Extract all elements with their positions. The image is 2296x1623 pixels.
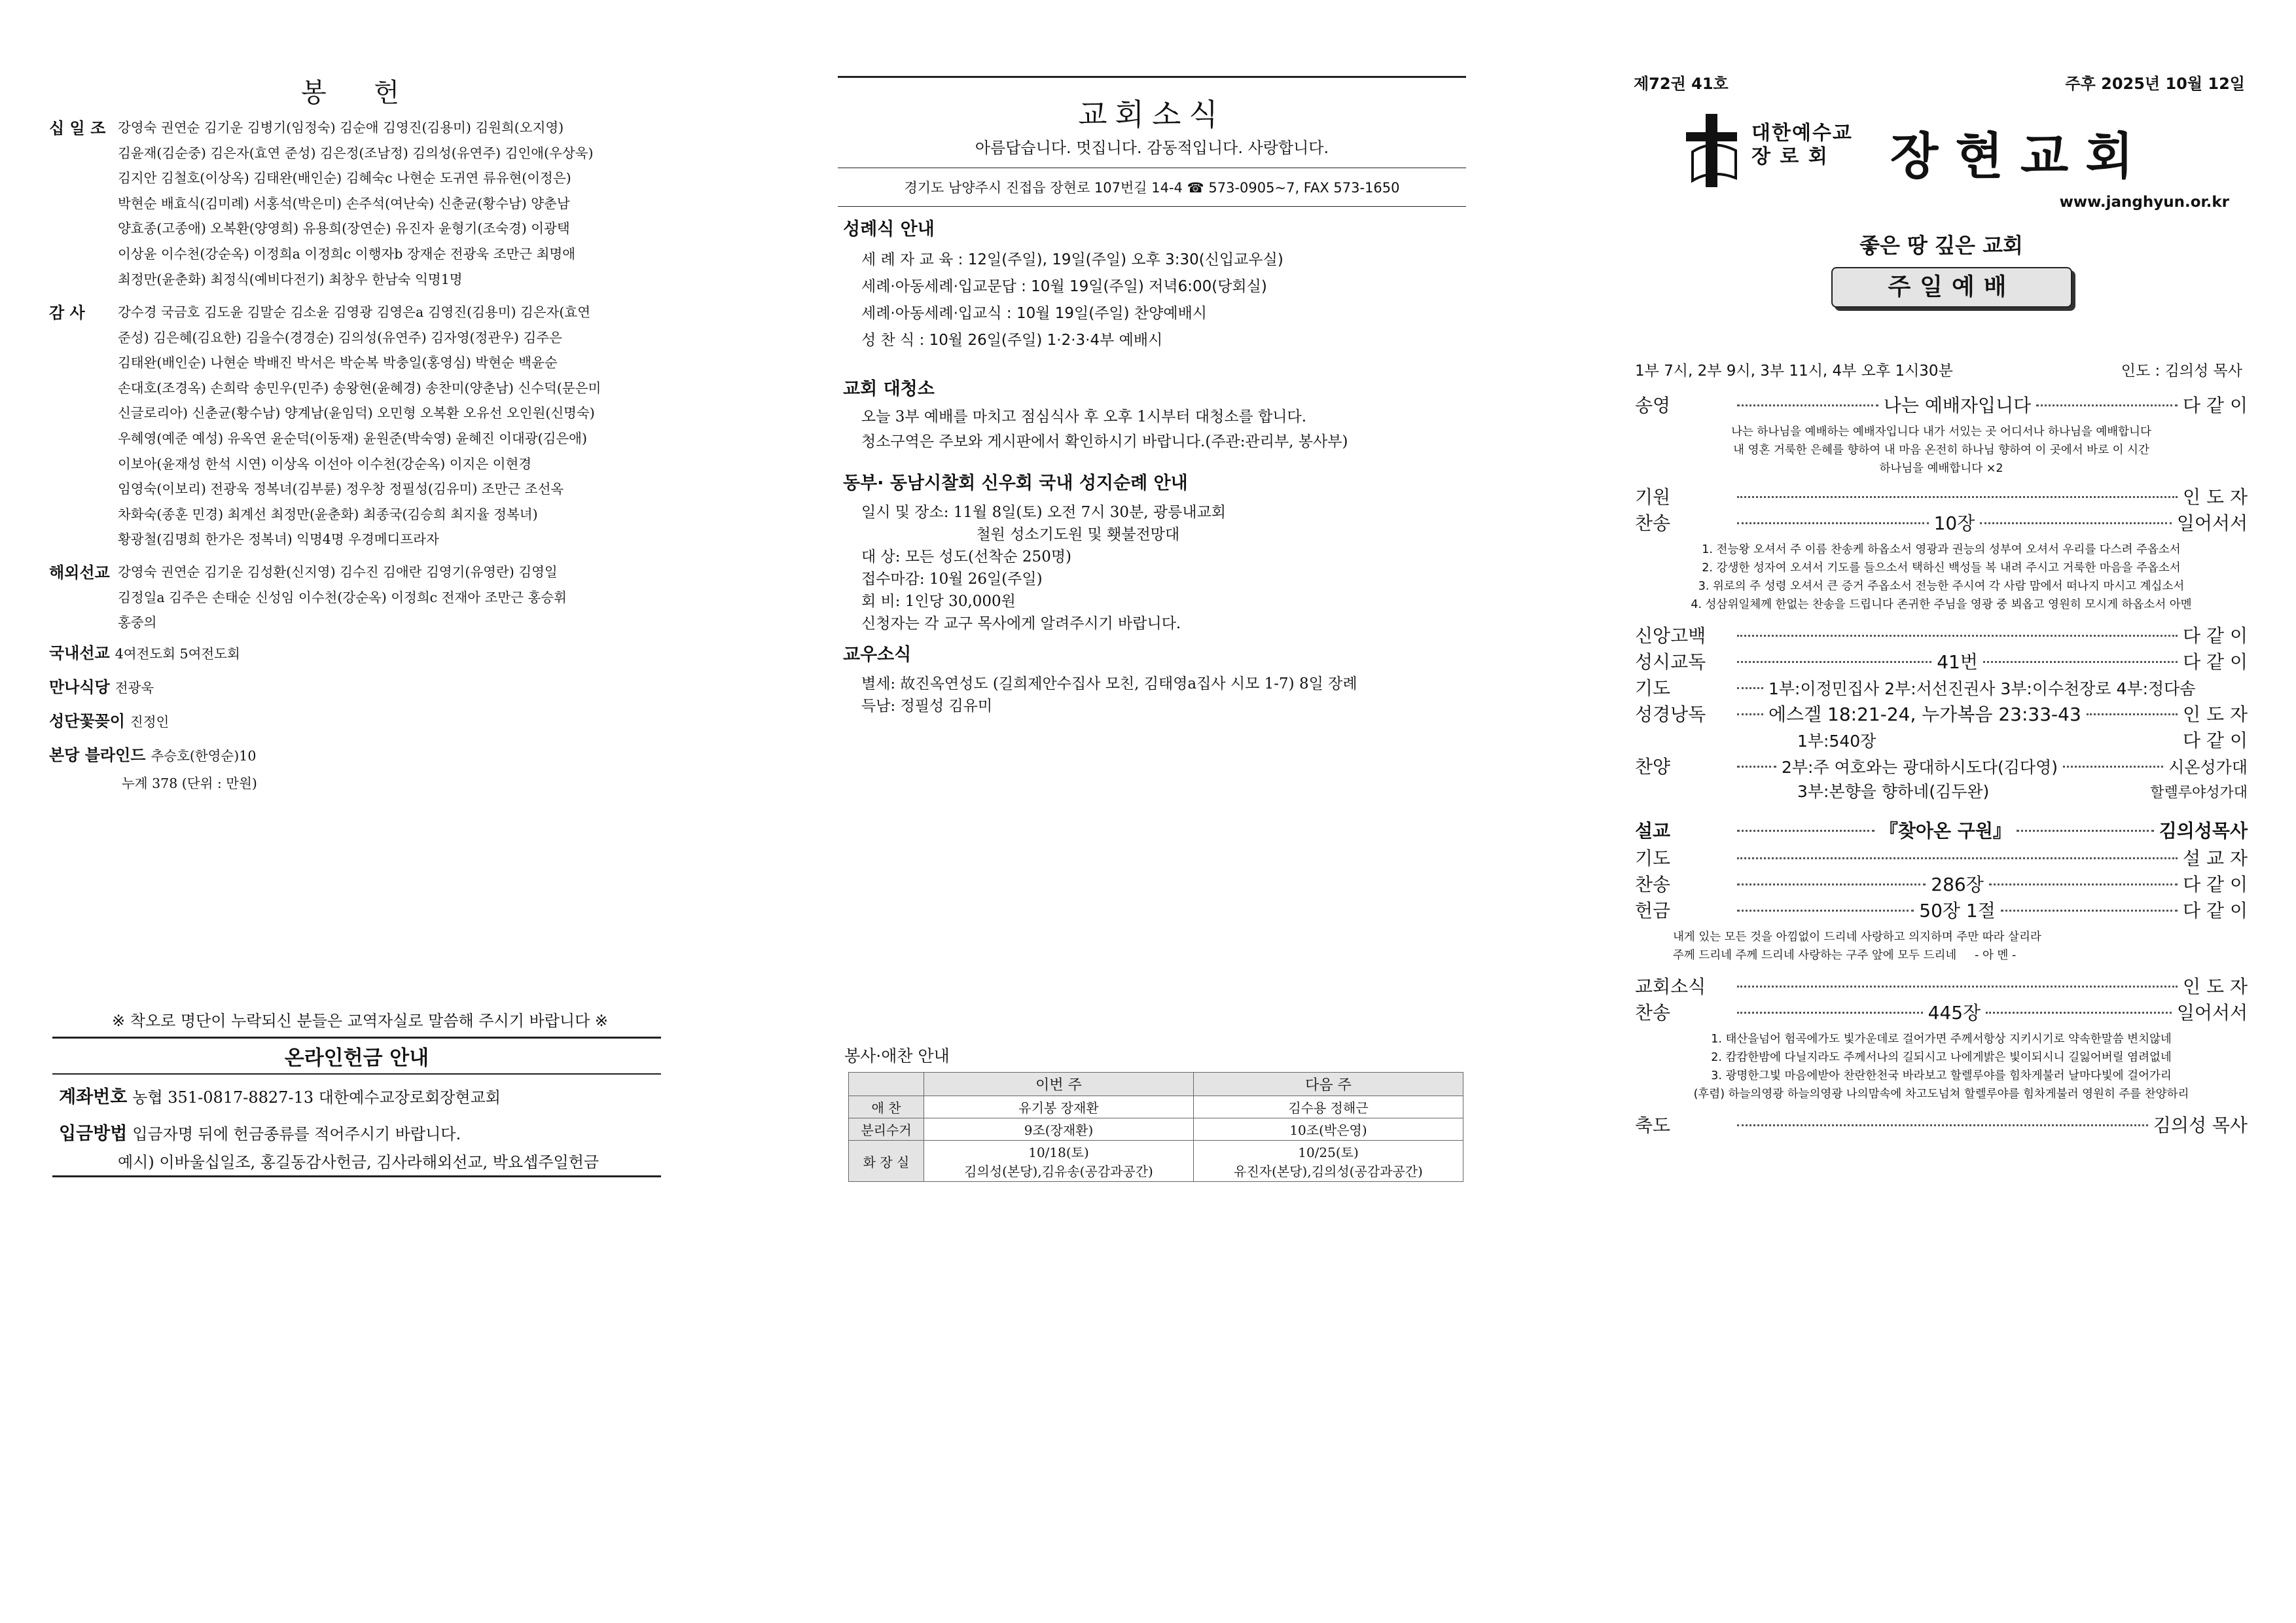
order-label: 찬양 [1635,756,1671,777]
order-item: 445장 [1928,1002,1981,1024]
row-label: 분리수거 [849,1118,924,1141]
service-heading: 봉사·애찬 안내 [844,1046,950,1065]
table-header: 다음 주 [1194,1073,1463,1096]
single-label: 본당 블라인드 [49,746,146,764]
lyrics-line: 1. 전능왕 오셔서 주 이름 찬송케 하옵소서 영광과 권능의 성부여 오셔서 우리를 다스려 주옵소서 [1702,543,2181,556]
news-line: 득남: 정필성 김유미 [861,698,993,715]
offering-label: 십 일 조 [49,119,106,137]
method-text: 입금자명 뒤에 헌금종류를 적어주시기 바랍니다. [132,1125,461,1143]
lyrics-line: 2. 강생한 성자여 오셔서 기도를 들으소서 택하신 백성들 복 내려 주시고 거룩한 마음을 주옵소서 [1702,562,2181,575]
order-label: 설교 [1635,820,1671,842]
volume-number: 제72권 41호 [1634,75,1729,93]
offerings-column [46,0,674,1623]
news-line: 세례·아동세례·입교문답 : 10월 19일(주일) 저녁6:00(당회실) [861,278,1267,295]
order-label: 성시교독 [1635,651,1706,673]
order-item: 에스겔 18:21-24, 누가복음 23:33-43 [1768,704,2081,725]
names-line: 김정일a 김주은 손태순 신성임 이수천(강순옥) 이정희c 전재아 조만근 홍승휘 [118,589,567,605]
lyrics-line: 하나님을 예배합니다 ×2 [1879,462,2003,475]
table-header: 이번 주 [924,1073,1194,1096]
cell-names: 유진자(본당),김의성(공감과공간) [1234,1164,1423,1179]
omission-notice: ※ 착오로 명단이 누락되신 분들은 교역자실로 말씀해 주시기 바랍니다 ※ [111,1012,609,1030]
method-label: 입금방법 [59,1124,128,1144]
lyrics-line: 3. 광명한그빛 마음에받아 찬란한천국 바라보고 할렐루야를 힘차게불러 날마다빛에 걸어가리 [1711,1069,2172,1082]
names-line: 차화숙(종훈 민경) 최계선 최정만(윤춘화) 최종국(김승희 최지율 정복녀) [118,506,538,522]
order-performer: 설 교 자 [2183,847,2248,869]
order-item: 1부:540장 [1797,732,1876,751]
section-heading-pilgrimage: 동부· 동남시찰회 신우회 국내 성지순례 안내 [843,473,1188,493]
single-label: 성단꽃꽂이 [49,712,125,730]
table-cell: 10조(박은영) [1194,1118,1463,1141]
single-value: 4여전도회 5여전도회 [115,646,240,662]
order-item: 286장 [1931,874,1984,895]
order-label: 찬송 [1635,512,1671,534]
order-item: 나는 예배자입니다 [1883,395,2032,416]
sermon-title: 『찾아온 구원』 [1879,820,2011,842]
order-row [1635,648,2248,674]
news-line: 대 상: 모든 성도(선착순 250명) [861,548,1072,565]
names-line: 김지안 김철호(이상옥) 김태완(배인순) 김혜숙c 나현순 도귀연 류유현(이정은) [118,170,571,187]
order-item: 1부:이정민집사 2부:서선진권사 3부:이수천장로 4부:정다솜 [1768,679,2196,698]
news-line: 신청자는 각 교구 목사에게 알려주시기 바랍니다. [861,615,1181,632]
offerings-title: 봉 헌 [301,78,419,108]
lyrics-line: 3. 위로의 주 성령 오셔서 큰 증거 주옵소서 전능한 주시여 각 사람 맘에서 떠나지 마시고 계십소서 [1698,580,2185,593]
account-line [59,1082,501,1108]
table-cell [924,1141,1194,1182]
order-row [1635,700,2248,726]
table-cell: 9조(장재환) [924,1118,1194,1141]
order-label: 교회소식 [1635,976,1706,997]
news-subtitle: 아름답습니다. 멋집니다. 감동적입니다. 사랑합니다. [975,139,1329,157]
church-logo [1679,113,2203,191]
order-performer: 김의성 목사 [2153,1115,2248,1136]
news-line: 일시 및 장소: 11월 8일(토) 오전 7시 30분, 광릉내교회 [861,504,1227,521]
example-text: 예시) 이바울십일조, 홍길동감사헌금, 김사라해외선교, 박요셉주일헌금 [118,1153,600,1171]
order-row [1635,622,2248,648]
order-row [1635,897,2248,923]
cell-date: 10/18(토) [1028,1145,1089,1160]
single-label: 국내선교 [49,644,110,662]
lyrics-line: 1. 태산을넘어 험곡에가도 빛가운데로 걸어가면 주께서항상 지키시기로 약속한말씀 변치않네 [1711,1033,2172,1046]
table-row [849,1118,1463,1141]
account-number: 농협 351-0817-8827-13 대한예수교장로회장현교회 [132,1088,501,1107]
section-heading-sacraments: 성례식 안내 [843,219,935,240]
table-header [849,1073,924,1096]
names-line: 손대호(조경옥) 손희락 송민우(민주) 송왕현(윤혜경) 송찬미(양춘남) 신수덕(문은미 [118,380,601,396]
service-times: 1부 7시, 2부 9시, 3부 11시, 4부 오후 1시30분 [1635,363,1953,380]
table-cell: 유기봉 장재환 [924,1096,1194,1118]
names-line: 이상윤 이수천(강순옥) 이정희a 이정희c 이행자b 장재순 전광욱 조만근 최명애 [118,245,576,262]
names-line: 홍중의 [118,615,157,631]
names-line: 이보아(윤재성 한석 시연) 이상옥 이선아 이수천(강순옥) 이지은 이현경 [118,455,532,472]
order-label: 기원 [1635,486,1671,508]
order-performer: 할렐루야성가대 [2150,785,2248,801]
order-label: 찬송 [1635,874,1671,895]
names-line: 준성) 김은혜(김요한) 김을수(경경순) 김의성(유연주) 김자영(정관우) 김주은 [118,329,562,346]
bulletin-date: 주후 2025년 10월 12일 [2065,75,2245,93]
order-row [1635,779,2248,805]
table-row [849,1141,1463,1182]
names-line: 김태완(배인순) 나현순 박배진 박서은 박순복 박충일(홍영심) 박현순 백윤순 [118,355,558,371]
row-label: 애 찬 [849,1096,924,1118]
account-label: 계좌번호 [59,1087,128,1107]
news-line: 별세: 故진옥연성도 (길희제안수집사 모친, 김태영a집사 시모 1-7) 8일 장례 [861,675,1357,692]
order-row [1635,391,2248,418]
lyrics-line: 2. 캄캄한밤에 다닐지라도 주께서나의 길되시고 나에게밝은 빛이되시니 길잃어버릴 염려없네 [1711,1051,2172,1064]
order-label: 신앙고백 [1635,625,1706,647]
offering-names [118,560,668,635]
order-performer: 일어서서 [2176,1002,2248,1024]
order-performer: 다 같 이 [2183,651,2248,673]
order-performer: 인 도 자 [2183,486,2248,508]
order-row [1635,999,2248,1025]
offering-label: 해외선교 [49,563,110,582]
single-value: 추승호(한영순)10 [151,748,257,764]
order-performer: 김의성목사 [2159,820,2248,842]
order-performer: 인 도 자 [2183,976,2248,997]
order-label: 축도 [1635,1115,1671,1136]
order-label: 기도 [1635,847,1671,869]
table-header-row [849,1073,1463,1096]
church-motto: 좋은 땅 깊은 교회 [1859,233,2023,258]
news-line: 철원 성소기도원 및 횃불전망대 [861,526,1180,543]
cross-icon [1679,113,1745,191]
news-line: 성 찬 식 : 10월 26일(주일) 1·2·3·4부 예배시 [861,332,1163,349]
names-line: 강영숙 권연순 김기운 김병기(임정숙) 김순애 김영진(김용미) 김원희(오지영) [118,120,564,135]
names-line: 신글로리아) 신춘균(황수남) 양계남(윤임덕) 오민형 오복환 오유선 오인원(신명숙) [118,405,595,421]
news-line: 오늘 3부 예배를 마치고 점심식사 후 오후 1시부터 대청소를 합니다. [861,408,1307,425]
order-item: 10장 [1933,512,1975,534]
news-line: 회 비: 1인당 30,000원 [861,593,1016,610]
names-line: 우혜영(예준 예성) 유옥연 윤순덕(이동재) 윤원준(박숙영) 윤혜진 이대광(김은애) [118,430,587,446]
order-performer: 다 같 이 [2183,730,2248,751]
news-line: 세 례 자 교 육 : 12일(주일), 19일(주일) 오후 3:30(신입교우실) [861,251,1283,268]
names-line: 양효종(고종애) 오복환(양영희) 유용희(장연순) 유진자 윤형기(조숙경) 이광택 [118,221,570,237]
lyrics-line: 내게 있는 모든 것을 아낌없이 드리네 사랑하고 의지하며 주만 따라 살리라 [1673,931,2041,944]
table-cell [1194,1141,1463,1182]
website: www.janghyun.or.kr [2059,194,2229,211]
single-value: 전광욱 [115,680,154,696]
news-column [838,0,1466,1623]
worship-column [1627,0,2255,1623]
order-row [1635,483,2248,509]
method-line [59,1119,461,1145]
order-row [1635,844,2248,870]
names-line: 황광철(김명희 한가은 정복녀) 익명4명 우경메디프라자 [118,531,439,548]
order-label: 찬송 [1635,1002,1671,1024]
single-label: 만나식당 [49,678,110,696]
offering-single [49,674,154,697]
denomination-label [1751,122,1853,169]
news-title: 교회소식 [838,76,1466,134]
cell-names: 김의성(본당),김유송(공감과공간) [964,1164,1153,1179]
offering-label: 감 사 [49,304,85,322]
order-item: 41번 [1937,651,1978,673]
lyrics-line: 나는 하나님을 예배하는 예배자입니다 내가 서있는 곳 어디서나 하나님을 예배합니다 [1731,425,2151,438]
order-row-sermon [1635,817,2248,843]
names-line: 최정만(윤춘화) 최정식(예비다전기) 최창우 한남숙 익명1명 [118,271,463,287]
order-row [1635,726,2248,753]
service-table [848,1072,1463,1182]
service-leader: 인도 : 김의성 목사 [2121,363,2242,380]
offering-single [49,742,256,765]
church-name: 장현교회 [1890,127,2151,185]
lyrics-line: 4. 성삼위일체께 한없는 찬송을 드립니다 존귀한 주님을 영광 중 뵈옵고 영원히 모시게 하옵소서 아멘 [1691,598,2192,611]
row-label: 화 장 실 [849,1141,924,1182]
order-label: 송영 [1635,395,1671,416]
worship-title: 주일예배 [1831,267,2072,308]
order-label: 기도 [1635,677,1671,699]
order-row [1635,870,2248,897]
order-performer: 다 같 이 [2183,900,2248,921]
order-performer: 다 같 이 [2183,625,2248,647]
order-performer: 인 도 자 [2183,704,2248,725]
order-row [1635,674,2248,700]
offering-single [49,708,169,731]
names-line: 임영숙(이보리) 전광욱 정복녀(김부륜) 정우창 정필성(김유미) 조만근 조선옥 [118,481,564,497]
offering-names [118,300,668,552]
lyrics-line: 주께 드리네 주께 드리네 사랑하는 구주 앞에 모두 드리네 - 아 멘 - [1673,949,2017,962]
order-row [1635,1111,2248,1137]
order-performer: 다 같 이 [2183,874,2248,895]
table-row [849,1096,1463,1118]
order-performer: 시온성가대 [2168,758,2248,777]
news-line: 세례·아동세례·입교식 : 10월 19일(주일) 찬양예배시 [861,305,1208,322]
online-offering-box [52,1037,661,1181]
names-line: 박현순 배효식(김미례) 서홍석(박은미) 손주석(여난숙) 신춘균(황수남) 양춘남 [118,195,570,211]
names-line: 강영숙 권연순 김기운 김성환(신지영) 김수진 김애란 김영기(유영란) 김영일 [118,564,558,580]
denomination-line: 장 로 회 [1751,145,1829,168]
denomination-line: 대한예수교 [1751,122,1853,145]
offering-names [118,115,668,292]
lyrics-line: 내 영혼 거룩한 은혜를 향하여 내 마음 온전히 하나님 향하여 이 곳에서 바로 이 시간 [1733,444,2149,457]
order-row [1635,509,2248,535]
single-value: 진정인 [130,714,170,730]
order-label: 헌금 [1635,900,1671,921]
lyrics-line: (후렴) 하늘의영광 하늘의영광 나의맘속에 차고도넘쳐 할렐루야를 힘차게불러 영원히 주를 찬양하리 [1693,1088,2189,1101]
section-heading-cleaning: 교회 대청소 [843,379,935,399]
offering-single [49,640,240,663]
section-heading-member-news: 교우소식 [843,645,912,665]
names-line: 김윤재(김순중) 김은자(효연 준성) 김은정(조남정) 김의성(유연주) 김인애(우상욱) [118,145,594,161]
order-item: 2부:주 여호와는 광대하시도다(김다영) [1782,758,2058,777]
order-performer: 다 같 이 [2183,395,2248,416]
news-line: 접수마감: 10월 26일(주일) [861,571,1043,588]
cell-date: 10/25(토) [1298,1145,1359,1160]
names-line: 강수경 국금호 김도윤 김말순 김소윤 김영광 김영은a 김영진(김용미) 김은자(효연 [118,304,591,320]
order-item: 50장 1절 [1919,900,1996,921]
order-performer: 일어서서 [2176,512,2248,534]
order-label: 성경낭독 [1635,704,1706,725]
table-cell: 김수용 정해근 [1194,1096,1463,1118]
online-offering-title: 온라인헌금 안내 [52,1037,661,1075]
order-row [1635,972,2248,999]
order-item: 3부:본향을 향하네(김두완) [1797,782,1990,801]
order-row [1635,753,2248,779]
church-address: 경기도 남양주시 진접읍 장현로 107번길 14-4 ☎ 573-0905~7, FAX 573-1650 [838,168,1466,207]
news-line: 청소구역은 주보와 게시판에서 확인하시기 바랍니다.(주관:관리부, 봉사부) [861,433,1348,450]
offering-total: 누계 378 (단위 : 만원) [122,776,257,791]
example-line [118,1149,599,1172]
divider [52,1175,661,1177]
